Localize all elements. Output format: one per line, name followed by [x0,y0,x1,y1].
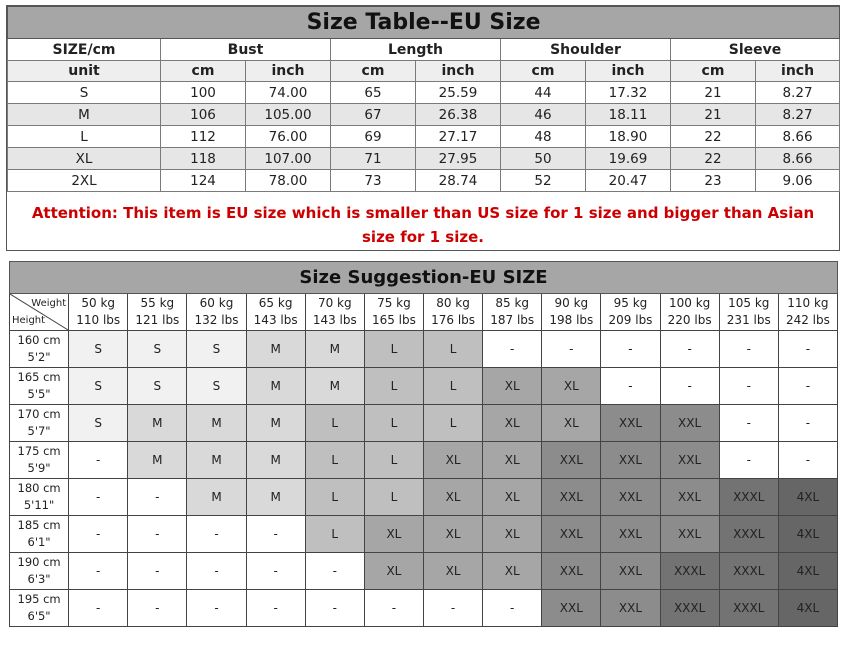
size-suggestion-cell: M [246,368,305,405]
size-suggestion-cell: XL [483,516,542,553]
size-suggestion-cell: S [187,368,246,405]
size-suggestion-cell: - [719,405,778,442]
header-bust: Bust [161,39,331,61]
weight-kg: 55 kg [140,296,175,310]
measurement-cell: 8.66 [756,148,840,170]
measurement-cell: 112 [161,126,246,148]
height-header [10,479,69,516]
measurement-cell: 52 [501,170,586,192]
unit-cell: cm [671,61,756,82]
unit-cell: inch [246,61,331,82]
size-suggestion-cell: XXXL [660,590,719,627]
size-suggestion-cell: - [69,553,128,590]
weight-lbs: 242 lbs [785,313,830,327]
unit-cell: inch [756,61,840,82]
height-cm: 190 cm [17,555,61,569]
weight-lbs: 231 lbs [726,313,771,327]
measurement-cell: 21 [671,104,756,126]
size-suggestion-cell: - [128,590,187,627]
size-label: S [8,82,161,104]
height-row [10,405,838,442]
height-ft: 5'5" [27,387,51,401]
weight-header [660,294,719,331]
size-suggestion-cell: L [364,331,423,368]
measurement-cell: 23 [671,170,756,192]
height-header [10,442,69,479]
size-suggestion-table [9,261,838,627]
measurement-cell: 27.17 [416,126,501,148]
size-suggestion-cell: - [305,590,364,627]
measurement-cell: 19.69 [586,148,671,170]
size-table-header-row [8,39,840,61]
size-suggestion-cell: - [187,516,246,553]
size-suggestion-cell: - [187,553,246,590]
weight-header [364,294,423,331]
weight-kg: 90 kg [554,296,589,310]
size-suggestion-cell: XXXL [719,479,778,516]
weight-header [778,294,837,331]
size-label: 2XL [8,170,161,192]
size-suggestion-cell: - [660,331,719,368]
weight-lbs: 143 lbs [253,313,298,327]
size-suggestion-cell: M [246,331,305,368]
height-row [10,331,838,368]
corner-cell [10,294,69,331]
size-suggestion-cell: XL [542,368,601,405]
height-row [10,442,838,479]
size-suggestion-cell: XXL [601,405,660,442]
size-suggestion-cell: L [305,405,364,442]
weight-lbs: 198 lbs [549,313,594,327]
size-suggestion-cell: - [128,553,187,590]
height-header [10,368,69,405]
unit-cell: cm [331,61,416,82]
size-suggestion-title: Size Suggestion-EU SIZE [10,262,838,294]
size-suggestion-cell: M [246,405,305,442]
size-suggestion-cell: L [423,368,482,405]
height-cm: 185 cm [17,518,61,532]
size-suggestion-cell: L [364,368,423,405]
size-suggestion-cell: XL [483,442,542,479]
measurement-cell: 48 [501,126,586,148]
attention-note: Attention: This item is EU size which is smaller than US size for 1 size and bigger than Asian size for 1 size. [31,204,815,246]
size-suggestion-cell: 4XL [778,553,837,590]
weight-kg: 75 kg [377,296,411,310]
size-suggestion-cell: - [719,368,778,405]
height-ft: 6'1" [27,535,51,549]
measurement-cell: 9.06 [756,170,840,192]
size-suggestion-cell: M [128,442,187,479]
size-suggestion-cell: S [128,331,187,368]
measurement-cell: 100 [161,82,246,104]
size-suggestion-cell: XXL [542,590,601,627]
size-suggestion-cell: M [187,479,246,516]
size-suggestion-cell: XXL [660,479,719,516]
size-suggestion-cell: - [246,516,305,553]
measurement-cell: 78.00 [246,170,331,192]
measurement-cell: 46 [501,104,586,126]
measurement-cell: 50 [501,148,586,170]
weight-lbs: 176 lbs [431,313,476,327]
measurement-cell: 73 [331,170,416,192]
size-row [8,148,840,170]
weight-header-row [10,294,838,331]
size-suggestion-cell: XL [542,405,601,442]
size-suggestion-cell: XL [483,479,542,516]
measurement-cell: 118 [161,148,246,170]
measurement-cell: 105.00 [246,104,331,126]
size-suggestion-cell: 4XL [778,590,837,627]
size-suggestion-cell: XXL [542,479,601,516]
size-suggestion-cell: M [246,479,305,516]
size-suggestion-cell: XXL [601,516,660,553]
size-suggestion-cell: - [542,331,601,368]
weight-kg: 60 kg [199,296,234,310]
unit-cell: inch [416,61,501,82]
weight-kg: 80 kg [436,296,470,310]
size-suggestion-cell: XL [483,405,542,442]
size-suggestion-cell: - [246,553,305,590]
height-cm: 175 cm [17,444,61,458]
weight-kg: 70 kg [317,296,352,310]
measurement-cell: 17.32 [586,82,671,104]
height-header [10,331,69,368]
size-suggestion-cell: - [660,368,719,405]
size-suggestion-cell: XXXL [719,590,778,627]
size-table [7,6,840,192]
measurement-cell: 8.27 [756,104,840,126]
height-header [10,590,69,627]
weight-header [483,294,542,331]
weight-lbs: 187 lbs [490,313,535,327]
height-ft: 6'3" [27,572,51,586]
weight-lbs: 220 lbs [667,313,712,327]
size-suggestion-cell: XXXL [660,553,719,590]
measurement-cell: 67 [331,104,416,126]
unit-cell: inch [586,61,671,82]
header-shoulder: Shoulder [501,39,671,61]
weight-header [246,294,305,331]
size-label: L [8,126,161,148]
weight-header [187,294,246,331]
unit-cell: cm [501,61,586,82]
size-suggestion-cell: - [483,331,542,368]
height-header [10,405,69,442]
size-suggestion-cell: 4XL [778,516,837,553]
size-suggestion-cell: S [69,331,128,368]
size-suggestion-cell: - [246,590,305,627]
height-header [10,516,69,553]
height-row [10,553,838,590]
weight-lbs: 143 lbs [312,313,357,327]
size-suggestion-cell: XL [423,516,482,553]
size-suggestion-cell: M [305,368,364,405]
header-length: Length [331,39,501,61]
size-suggestion-cell: - [187,590,246,627]
size-suggestion-cell: XXL [660,516,719,553]
size-table-unit-row [8,61,840,82]
measurement-cell: 65 [331,82,416,104]
size-suggestion-cell: - [128,516,187,553]
size-suggestion-cell: L [364,479,423,516]
measurement-cell: 28.74 [416,170,501,192]
size-suggestion-cell: XL [364,516,423,553]
height-cm: 170 cm [17,407,61,421]
size-suggestion-cell: XXL [660,405,719,442]
weight-lbs: 209 lbs [608,313,653,327]
measurement-cell: 74.00 [246,82,331,104]
measurement-cell: 20.47 [586,170,671,192]
size-suggestion-cell: - [778,331,837,368]
weight-kg: 110 kg [787,296,829,310]
size-suggestion-cell: - [364,590,423,627]
size-suggestion-cell: XXL [542,553,601,590]
measurement-cell: 21 [671,82,756,104]
size-suggestion-cell: - [69,479,128,516]
weight-lbs: 165 lbs [371,313,416,327]
size-suggestion-cell: XL [483,553,542,590]
size-label: XL [8,148,161,170]
weight-header [423,294,482,331]
height-ft: 6'5" [27,609,51,623]
measurement-cell: 18.90 [586,126,671,148]
size-suggestion-cell: S [187,331,246,368]
measurement-cell: 76.00 [246,126,331,148]
size-suggestion-cell: L [423,405,482,442]
size-suggestion-cell: L [305,442,364,479]
size-suggestion-cell: M [305,331,364,368]
size-suggestion-cell: M [187,442,246,479]
weight-lbs: 110 lbs [76,313,121,327]
size-suggestion-cell: XXL [542,516,601,553]
measurement-cell: 106 [161,104,246,126]
size-suggestion-cell: L [423,331,482,368]
measurement-cell: 22 [671,148,756,170]
size-suggestion-cell: XL [423,553,482,590]
size-suggestion-cell: XXL [542,442,601,479]
size-suggestion-cell: L [305,479,364,516]
weight-header [719,294,778,331]
corner-weight-label: Weight [31,298,67,309]
size-suggestion-cell: XXL [660,442,719,479]
weight-kg: 50 kg [81,296,116,310]
measurement-cell: 69 [331,126,416,148]
measurement-cell: 124 [161,170,246,192]
size-suggestion-cell: S [69,405,128,442]
size-row [8,104,840,126]
size-suggestion-cell: - [69,442,128,479]
size-suggestion-cell: - [128,479,187,516]
size-suggestion-cell: - [305,553,364,590]
size-suggestion-cell: M [187,405,246,442]
size-label: M [8,104,161,126]
weight-kg: 65 kg [258,296,293,310]
size-table-panel [6,5,840,251]
height-row [10,368,838,405]
size-suggestion-cell: XXXL [719,516,778,553]
weight-kg: 105 kg [728,296,770,310]
size-suggestion-cell: XXL [601,590,660,627]
size-suggestion-cell: S [128,368,187,405]
header-sleeve: Sleeve [671,39,840,61]
unit-label: unit [8,61,161,82]
size-suggestion-cell: - [778,442,837,479]
measurement-cell: 107.00 [246,148,331,170]
height-ft: 5'9" [27,461,51,475]
measurement-cell: 71 [331,148,416,170]
size-suggestion-cell: XXL [601,442,660,479]
measurement-cell: 8.27 [756,82,840,104]
size-suggestion-cell: - [423,590,482,627]
size-row [8,126,840,148]
measurement-cell: 8.66 [756,126,840,148]
height-cm: 165 cm [17,370,61,384]
size-suggestion-cell: - [601,368,660,405]
measurement-cell: 44 [501,82,586,104]
size-suggestion-cell: - [601,331,660,368]
height-header [10,553,69,590]
size-suggestion-cell: - [719,331,778,368]
weight-header [69,294,128,331]
weight-kg: 95 kg [613,296,648,310]
height-ft: 5'2" [27,350,51,364]
measurement-cell: 26.38 [416,104,501,126]
weight-header [601,294,660,331]
measurement-cell: 25.59 [416,82,501,104]
corner-height-label: Height [12,315,46,326]
height-cm: 160 cm [17,333,61,347]
size-suggestion-cell: L [364,442,423,479]
height-ft: 5'11" [23,498,55,512]
height-cm: 180 cm [17,481,61,495]
height-ft: 5'7" [27,424,51,438]
height-row [10,516,838,553]
weight-lbs: 121 lbs [135,313,180,327]
measurement-cell: 18.11 [586,104,671,126]
size-row [8,82,840,104]
size-row [8,170,840,192]
size-suggestion-cell: - [719,442,778,479]
weight-kg: 100 kg [668,296,711,310]
size-suggestion-cell: - [69,590,128,627]
weight-header [128,294,187,331]
measurement-cell: 22 [671,126,756,148]
size-suggestion-cell: XL [423,479,482,516]
size-suggestion-cell: S [69,368,128,405]
size-suggestion-cell: XXL [601,479,660,516]
size-suggestion-cell: XL [483,368,542,405]
weight-header [305,294,364,331]
size-suggestion-cell: XL [423,442,482,479]
size-suggestion-cell: - [483,590,542,627]
size-suggestion-cell: M [246,442,305,479]
size-suggestion-cell: L [364,405,423,442]
size-suggestion-cell: - [69,516,128,553]
weight-lbs: 132 lbs [194,313,239,327]
height-row [10,590,838,627]
height-cm: 195 cm [17,592,61,606]
size-suggestion-cell: XXL [601,553,660,590]
header-size-cm: SIZE/cm [8,39,161,61]
size-table-title: Size Table--EU Size [8,7,840,39]
weight-header [542,294,601,331]
height-row [10,479,838,516]
size-suggestion-cell: - [778,405,837,442]
size-suggestion-cell: - [778,368,837,405]
size-suggestion-cell: XXXL [719,553,778,590]
measurement-cell: 27.95 [416,148,501,170]
size-suggestion-cell: 4XL [778,479,837,516]
weight-kg: 85 kg [495,296,530,310]
unit-cell: cm [161,61,246,82]
size-suggestion-cell: M [128,405,187,442]
size-suggestion-cell: L [305,516,364,553]
size-suggestion-cell: XL [364,553,423,590]
